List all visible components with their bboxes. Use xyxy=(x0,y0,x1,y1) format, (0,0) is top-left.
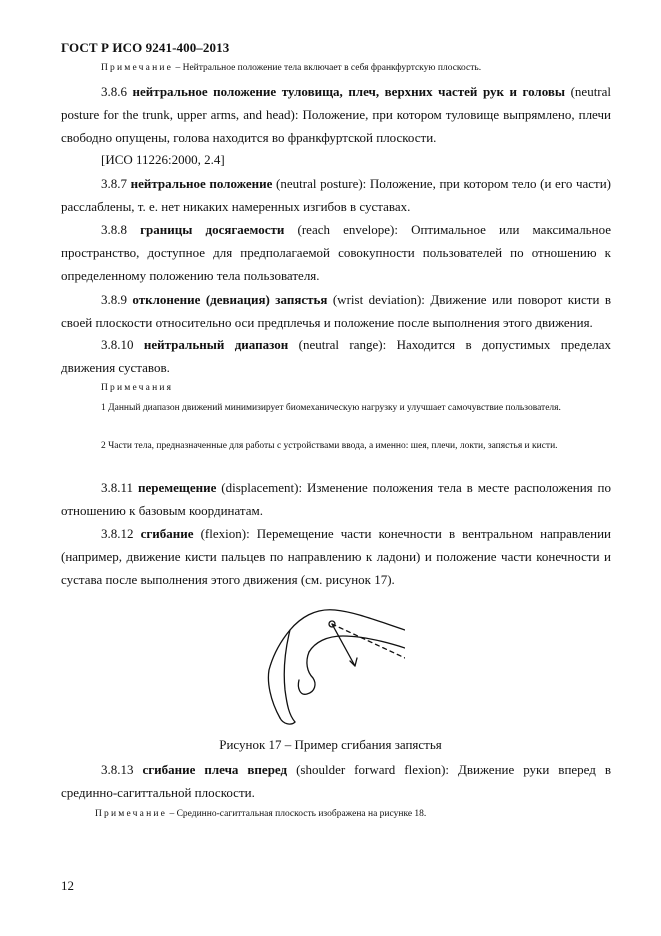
figure-caption: Рисунок 17 – Пример сгибания запястья xyxy=(219,737,442,752)
section-number: 3.8.12 xyxy=(101,526,134,541)
section-term: сгибание плеча вперед xyxy=(142,762,288,777)
section-3-8-8 xyxy=(61,218,611,287)
thumb-outline xyxy=(284,630,295,722)
section-term: нейтральное положение xyxy=(130,176,273,191)
section-text: (reach envelope): Оптимальное или максимальное пространство, доступное для предполагаемой совокупности пользователей по отношению к определенному положению тела пользователя. xyxy=(61,222,611,283)
flexion-arrow-line xyxy=(332,624,355,666)
section-term: отклонение (девиация) запястья xyxy=(132,292,328,307)
section-term: сгибание xyxy=(140,526,194,541)
section-number: 3.8.13 xyxy=(101,762,134,777)
section-number: 3.8.10 xyxy=(101,337,134,352)
section-number: 3.8.8 xyxy=(101,222,127,237)
section-3-8-9 xyxy=(61,288,611,334)
note-bottom xyxy=(95,806,426,822)
section-text: (shoulder forward flexion): Движение руки вперед в срединно-сагиттальной плоскости. xyxy=(61,762,611,800)
section-text: (neutral posture): Положение, при котором тело (и его части) расслаблены, т. е. нет никаких намеренных изгибов в суставах. xyxy=(61,176,612,214)
forearm-top-outline xyxy=(268,610,405,718)
section-term: нейтральное положение туловища, плеч, верхних частей рук и головы xyxy=(132,84,566,99)
note-dash: – xyxy=(167,809,177,819)
finger-outline xyxy=(298,652,315,694)
section-number: 3.8.7 xyxy=(101,176,127,191)
section-term: перемещение xyxy=(137,480,217,495)
section-3-8-13 xyxy=(61,758,611,804)
note-text: Нейтральное положение тела включает в себя франкфуртскую плоскость. xyxy=(182,63,482,73)
note-text: Срединно-сагиттальная плоскость изображена на рисунке 18. xyxy=(176,809,427,819)
page-number: 12 xyxy=(61,878,74,893)
document-header: ГОСТ Р ИСО 9241-400–2013 xyxy=(61,40,230,55)
section-text: (flexion): Перемещение части конечности в вентральном направлении (например, движение кисти пальцев по направлению к ладони) и положение части конечности и сустава после выполнения этого движения (см. рисунок 17). xyxy=(61,526,611,587)
section-text: (displacement): Изменение положения тела в месте расположения по отношению к базовым координатам. xyxy=(61,480,611,518)
notes-label xyxy=(101,380,173,396)
section-3-8-12 xyxy=(61,522,611,591)
section-3-8-6 xyxy=(61,80,611,149)
section-number: 3.8.6 xyxy=(101,84,127,99)
note-top xyxy=(101,60,481,76)
section-term: границы досягаемости xyxy=(140,222,285,237)
section-number: 3.8.11 xyxy=(101,480,134,495)
note-label: Примечание xyxy=(95,809,168,819)
note-dash: – xyxy=(173,63,183,73)
flexion-axis-line xyxy=(332,624,405,658)
section-3-8-7 xyxy=(61,172,611,218)
section-number: 3.8.9 xyxy=(101,292,127,307)
note-item-1: 1 Данный диапазон движений минимизирует биомеханическую нагрузку и улучшает самочувствие пользователя. xyxy=(101,403,561,413)
section-term: нейтральный диапазон xyxy=(143,337,289,352)
section-3-8-10 xyxy=(61,333,611,379)
section-3-8-11 xyxy=(61,476,611,522)
reference-3-8-6: [ИСО 11226:2000, 2.4] xyxy=(101,152,225,167)
notes-label-text: Примечания xyxy=(101,383,174,393)
forearm-bottom-outline xyxy=(309,636,405,652)
note-label: Примечание xyxy=(101,63,174,73)
wrist-flexion-figure xyxy=(255,600,405,730)
section-text: (neutral posture for the trunk, upper arms, and head): Положение, при котором туловище выпрямлено, плечи свободно опущены, голова находится во франкфуртской плоскости. xyxy=(61,84,612,145)
note-item-2: 2 Части тела, предназначенные для работы с устройствами ввода, а именно: шея, плечи, локти, запястья и кисти. xyxy=(101,441,558,451)
section-text: (neutral range): Находится в допустимых пределах движения суставов. xyxy=(61,337,611,375)
section-text: (wrist deviation): Движение или поворот кисти в своей плоскости относительно оси предплечья и положение после выполнения этого движения. xyxy=(61,292,611,330)
